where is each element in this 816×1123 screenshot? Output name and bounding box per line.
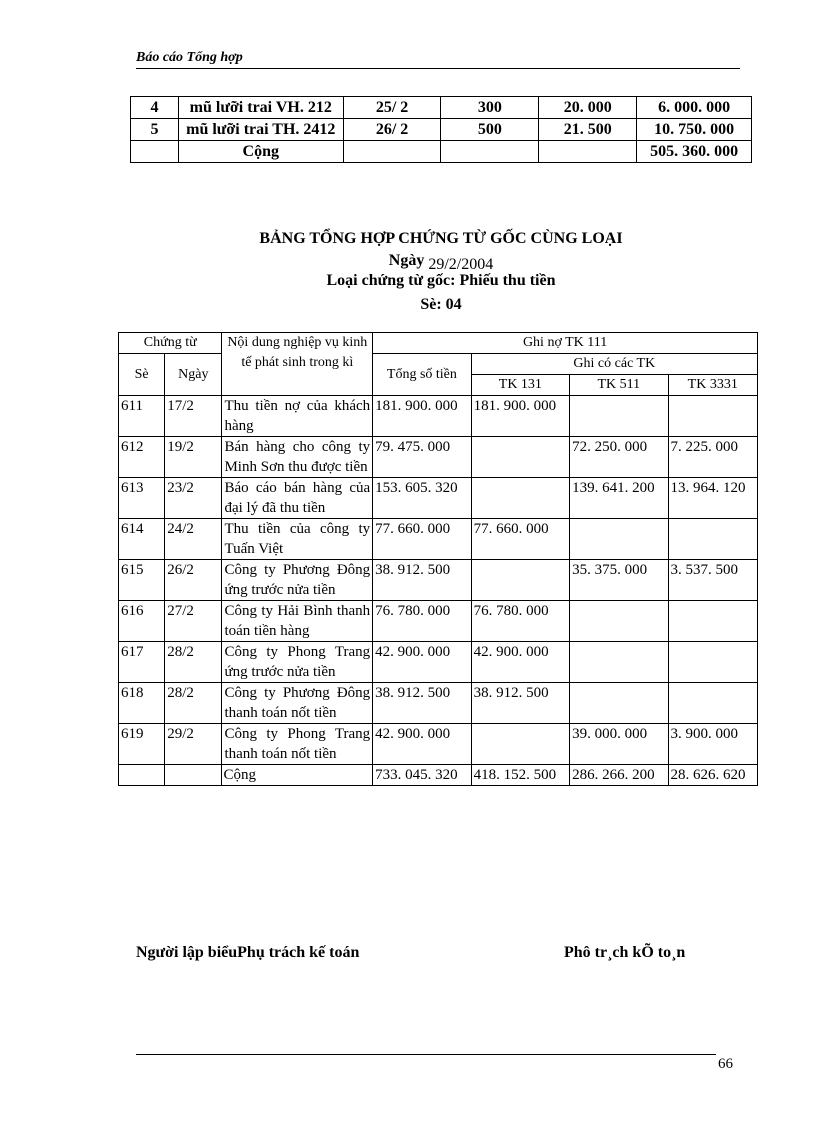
report-date-label: Ngày: [388, 252, 425, 269]
top-table: [130, 96, 752, 163]
row-ngay: 17/2: [165, 396, 222, 437]
header-tk131: TK 131: [471, 375, 569, 396]
total-empty: [539, 141, 637, 163]
row-tk131: 77. 660. 000: [471, 519, 569, 560]
row-date: 26/ 2: [343, 119, 441, 141]
header-ngay: Ngày: [165, 354, 222, 396]
table-row: [119, 724, 758, 765]
row-total: 42. 900. 000: [373, 724, 471, 765]
header-total: Tổng số tiền: [373, 354, 471, 396]
row-no: 4: [131, 97, 179, 119]
row-tk131: 181. 900. 000: [471, 396, 569, 437]
row-tk3331: 3. 537. 500: [668, 560, 757, 601]
header-rule: [136, 68, 740, 69]
total-amount: 505. 360. 000: [637, 141, 752, 163]
table-row: [131, 119, 752, 141]
row-ngay: 19/2: [165, 437, 222, 478]
row-date: 25/ 2: [343, 97, 441, 119]
row-price: 21. 500: [539, 119, 637, 141]
row-total: 38. 912. 500: [373, 560, 471, 601]
header-tk511: TK 511: [570, 375, 668, 396]
row-so: 613: [119, 478, 165, 519]
row-total: 76. 780. 000: [373, 601, 471, 642]
row-so: 616: [119, 601, 165, 642]
row-total: 181. 900. 000: [373, 396, 471, 437]
row-tk131: [471, 560, 569, 601]
row-content: Bán hàng cho công ty Minh Sơn thu được tiền: [222, 437, 373, 478]
total-tk131: 418. 152. 500: [471, 765, 569, 786]
row-total: 79. 475. 000: [373, 437, 471, 478]
total-tk511: 286. 266. 200: [570, 765, 668, 786]
row-so: 615: [119, 560, 165, 601]
total-empty: [343, 141, 441, 163]
row-so: 614: [119, 519, 165, 560]
header-debit: Ghi nợ TK 111: [373, 333, 758, 354]
row-content: Công ty Phương Đông ứng trước nửa tiền: [222, 560, 373, 601]
row-tk3331: 13. 964. 120: [668, 478, 757, 519]
row-ngay: 23/2: [165, 478, 222, 519]
table-row: [119, 560, 758, 601]
row-total: 42. 900. 000: [373, 642, 471, 683]
row-ngay: 27/2: [165, 601, 222, 642]
page-number: 66: [718, 1056, 733, 1072]
row-so: 611: [119, 396, 165, 437]
header-voucher: Chứng từ: [119, 333, 222, 354]
row-tk131: 42. 900. 000: [471, 642, 569, 683]
table-row: [131, 97, 752, 119]
row-ngay: 26/2: [165, 560, 222, 601]
total-sum: 733. 045. 320: [373, 765, 471, 786]
total-row: [131, 141, 752, 163]
total-tk3331: 28. 626. 620: [668, 765, 757, 786]
row-tk511: 139. 641. 200: [570, 478, 668, 519]
table-row: [119, 601, 758, 642]
row-ngay: 24/2: [165, 519, 222, 560]
row-total: 153. 605. 320: [373, 478, 471, 519]
row-ngay: 28/2: [165, 683, 222, 724]
document-type: Loại chứng từ gốc: Phiếu thu tiền: [326, 272, 556, 289]
table-row: [119, 642, 758, 683]
row-so: 619: [119, 724, 165, 765]
row-so: 612: [119, 437, 165, 478]
row-tk511: 35. 375. 000: [570, 560, 668, 601]
row-tk131: [471, 437, 569, 478]
report-title: BẢNG TỔNG HỢP CHỨNG TỪ GỐC CÙNG LOẠI: [259, 230, 623, 247]
row-tk511: [570, 519, 668, 560]
total-row: [119, 765, 758, 786]
table-row: [119, 683, 758, 724]
summary-table: [118, 332, 758, 786]
total-label: Cộng: [222, 765, 373, 786]
signature-left: Người lập biểuPhụ trách kế toán: [136, 944, 360, 961]
report-date: [130, 252, 752, 273]
row-tk3331: [668, 601, 757, 642]
row-tk511: 72. 250. 000: [570, 437, 668, 478]
row-tk131: [471, 478, 569, 519]
row-amount: 10. 750. 000: [637, 119, 752, 141]
total-label: Cộng: [178, 141, 343, 163]
row-content: Báo cáo bán hàng của đại lý đã thu tiền: [222, 478, 373, 519]
row-name: mũ lưỡi trai TH. 2412: [178, 119, 343, 141]
table-row: [119, 437, 758, 478]
row-content: Công ty Hải Bình thanh toán tiền hàng: [222, 601, 373, 642]
row-tk131: 76. 780. 000: [471, 601, 569, 642]
row-so: 618: [119, 683, 165, 724]
table-row: [119, 519, 758, 560]
row-tk3331: [668, 642, 757, 683]
total-empty: [165, 765, 222, 786]
row-content: Công ty Phong Trang thanh toán nốt tiền: [222, 724, 373, 765]
row-tk511: 39. 000. 000: [570, 724, 668, 765]
total-empty: [131, 141, 179, 163]
page-header: Báo cáo Tổng hợp: [136, 50, 243, 65]
row-qty: 300: [441, 97, 539, 119]
row-tk511: [570, 601, 668, 642]
row-tk131: [471, 724, 569, 765]
row-tk131: 38. 912. 500: [471, 683, 569, 724]
row-total: 38. 912. 500: [373, 683, 471, 724]
report-date-value: 29/2/2004: [428, 256, 494, 273]
row-ngay: 28/2: [165, 642, 222, 683]
row-so: 617: [119, 642, 165, 683]
row-tk3331: [668, 396, 757, 437]
row-name: mũ lưỡi trai VH. 212: [178, 97, 343, 119]
row-tk3331: [668, 519, 757, 560]
row-tk511: [570, 642, 668, 683]
row-content: Công ty Phương Đông thanh toán nốt tiền: [222, 683, 373, 724]
total-empty: [441, 141, 539, 163]
row-ngay: 29/2: [165, 724, 222, 765]
row-content: Thu tiền nợ của khách hàng: [222, 396, 373, 437]
table-row: [119, 396, 758, 437]
row-tk511: [570, 683, 668, 724]
row-amount: 6. 000. 000: [637, 97, 752, 119]
total-empty: [119, 765, 165, 786]
row-total: 77. 660. 000: [373, 519, 471, 560]
header-so: Sè: [119, 354, 165, 396]
row-price: 20. 000: [539, 97, 637, 119]
row-tk3331: 3. 900. 000: [668, 724, 757, 765]
table-row: [119, 478, 758, 519]
row-no: 5: [131, 119, 179, 141]
row-qty: 500: [441, 119, 539, 141]
header-credit: Ghi có các TK: [471, 354, 757, 375]
row-tk3331: [668, 683, 757, 724]
document-number: Sè: 04: [420, 296, 462, 313]
header-tk3331: TK 3331: [668, 375, 757, 396]
row-content: Thu tiền của công ty Tuấn Việt: [222, 519, 373, 560]
row-tk511: [570, 396, 668, 437]
footer-rule: [136, 1054, 716, 1055]
row-content: Công ty Phong Trang ứng trước nửa tiền: [222, 642, 373, 683]
signature-right: Phô tr¸ch kÕ to¸n: [564, 944, 686, 961]
row-tk3331: 7. 225. 000: [668, 437, 757, 478]
header-content: Nội dung nghiệp vụ kinh tế phát sinh trong kì: [222, 333, 373, 396]
